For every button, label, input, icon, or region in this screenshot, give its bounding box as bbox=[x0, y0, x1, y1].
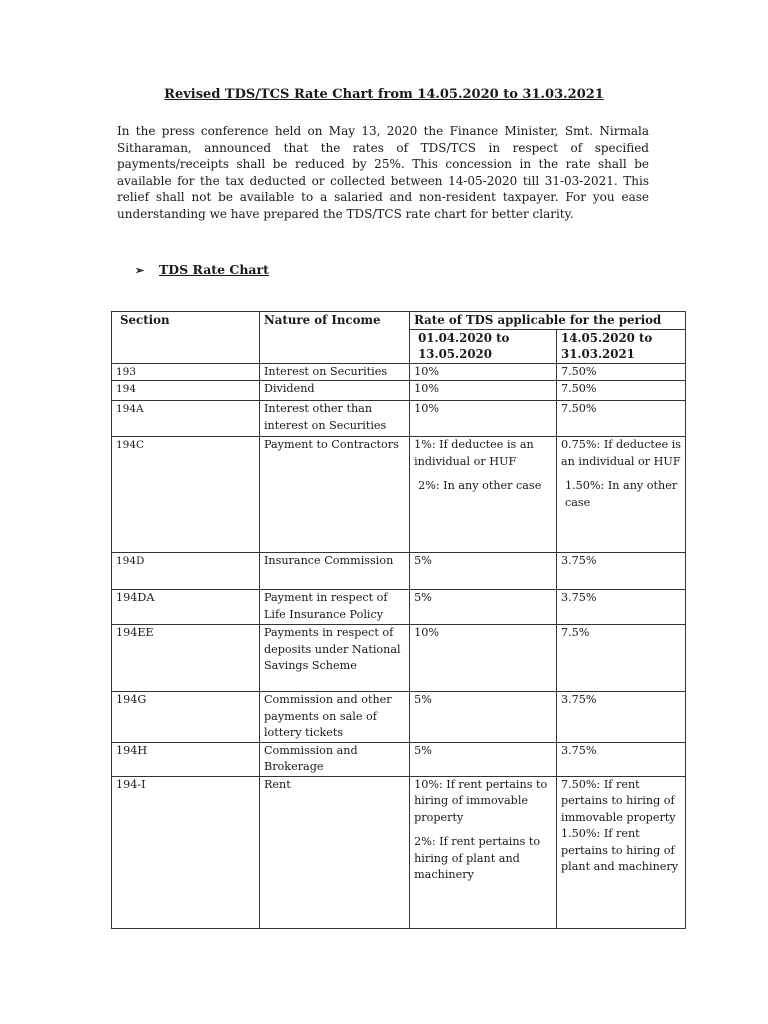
cell-rate-period2: 7.50% bbox=[557, 381, 686, 401]
cell-rate-period2: 3.75% bbox=[557, 742, 686, 776]
cell-nature: Dividend bbox=[259, 381, 409, 401]
table-header-row bbox=[112, 312, 686, 330]
intro-paragraph: In the press conference held on May 13, 2020 the Finance Minister, Smt. Nirmala Sitharaman, announced that the rates of TDS/TCS in respect of specified payments/receipts shall be reduced by 25%. This concession in the rate shall be available for the tax deducted or collected between 14-05-2020 till 31-03-2021. This relief shall not be available to a salaried and non-resident taxpayer. For you ease understanding we have prepared the TDS/TCS rate chart for better clarity. bbox=[117, 124, 649, 221]
cell-section: 194C bbox=[112, 437, 260, 553]
cell-rate-period2: 3.75% bbox=[557, 553, 686, 590]
header-period-2: 14.05.2020 to 31.03.2021 bbox=[557, 329, 686, 363]
table-row bbox=[112, 692, 686, 743]
rate-text: 10%: If rent pertains to hiring of immovable property bbox=[414, 777, 551, 824]
cell-rate-period2 bbox=[557, 776, 686, 928]
cell-rate-period2: 7.50% bbox=[557, 363, 686, 381]
cell-section: 194DA bbox=[112, 590, 260, 625]
cell-nature: Payment to Contractors bbox=[259, 437, 409, 553]
rate-text: 1%: If deductee is an individual or HUF bbox=[414, 438, 538, 468]
cell-rate-period2: 3.75% bbox=[557, 692, 686, 743]
cell-nature: Rent bbox=[259, 776, 409, 928]
cell-section: 194D bbox=[112, 553, 260, 590]
cell-rate-period1: 5% bbox=[410, 553, 557, 590]
header-nature: Nature of Income bbox=[259, 312, 409, 364]
table-row bbox=[112, 401, 686, 437]
table-row bbox=[112, 742, 686, 776]
header-section: Section bbox=[112, 312, 260, 364]
cell-section: 194A bbox=[112, 401, 260, 437]
table-row bbox=[112, 553, 686, 590]
header-period-1: 01.04.2020 to 13.05.2020 bbox=[410, 329, 557, 363]
cell-section: 194EE bbox=[112, 625, 260, 692]
table-row bbox=[112, 776, 686, 928]
table-row bbox=[112, 590, 686, 625]
cell-rate-period1: 5% bbox=[410, 742, 557, 776]
cell-rate-period1: 10% bbox=[410, 401, 557, 437]
cell-nature: Interest on Securities bbox=[259, 363, 409, 381]
cell-rate-period2: 7.5% bbox=[557, 625, 686, 692]
rate-text: 2%: If rent pertains to hiring of plant and machinery bbox=[414, 835, 544, 881]
cell-nature: Payment in respect of Life Insurance Policy bbox=[259, 590, 409, 625]
cell-nature: Commission and Brokerage bbox=[259, 742, 409, 776]
cell-nature: Insurance Commission bbox=[259, 553, 409, 590]
cell-rate-period1 bbox=[410, 776, 557, 928]
section-heading bbox=[135, 262, 269, 277]
cell-section: 193 bbox=[112, 363, 260, 381]
table-row bbox=[112, 363, 686, 381]
cell-rate-period1: 10% bbox=[410, 381, 557, 401]
arrow-bullet-icon: ➢ bbox=[135, 264, 145, 277]
cell-rate-period1: 5% bbox=[410, 590, 557, 625]
table-row bbox=[112, 381, 686, 401]
cell-nature: Payments in respect of deposits under National Savings Scheme bbox=[259, 625, 409, 692]
tds-rate-table bbox=[111, 311, 686, 929]
cell-section: 194G bbox=[112, 692, 260, 743]
cell-rate-period2 bbox=[557, 437, 686, 553]
rate-text: 1.50%: If rent pertains to hiring of plant and machinery bbox=[561, 827, 679, 873]
cell-nature: Interest other than interest on Securities bbox=[259, 401, 409, 437]
rate-text: 0.75%: If deductee is an individual or HUF bbox=[561, 438, 685, 468]
table-row bbox=[112, 437, 686, 553]
header-rate-group: Rate of TDS applicable for the period bbox=[410, 312, 686, 330]
cell-rate-period1: 10% bbox=[410, 625, 557, 692]
cell-section: 194H bbox=[112, 742, 260, 776]
cell-nature: Commission and other payments on sale of lottery tickets bbox=[259, 692, 409, 743]
section-heading-label: TDS Rate Chart bbox=[159, 262, 269, 277]
page-title: Revised TDS/TCS Rate Chart from 14.05.2020 to 31.03.2021 bbox=[164, 87, 604, 102]
cell-rate-period2: 3.75% bbox=[557, 590, 686, 625]
cell-rate-period1: 10% bbox=[410, 363, 557, 381]
cell-section: 194-I bbox=[112, 776, 260, 928]
cell-rate-period1: 5% bbox=[410, 692, 557, 743]
rate-text: 7.50%: If rent pertains to hiring of immovable property bbox=[561, 777, 679, 824]
table-row bbox=[112, 625, 686, 692]
cell-rate-period2: 7.50% bbox=[557, 401, 686, 437]
cell-rate-period1 bbox=[410, 437, 557, 553]
rate-text: 2%: In any other case bbox=[418, 479, 542, 492]
cell-section: 194 bbox=[112, 381, 260, 401]
rate-text: 1.50%: In any other case bbox=[565, 479, 681, 509]
